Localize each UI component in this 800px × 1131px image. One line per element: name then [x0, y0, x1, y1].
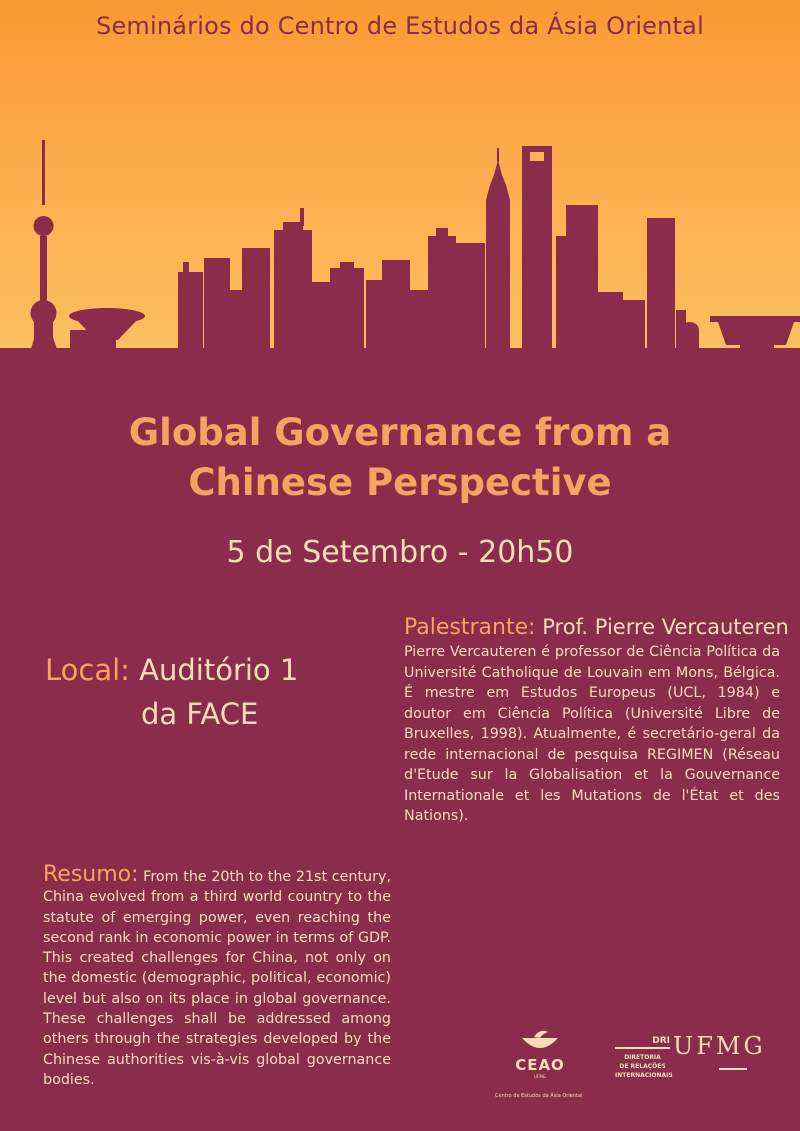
speaker-label: Palestrante: — [404, 615, 536, 640]
speaker-bio: Pierre Vercauteren é professor de Ciência Política da Université Catholique de Louvain em Mons, Bélgica. É mestre em Estudos Europeus (UCL, 1984) e doutor em Ciência Política (Université Libre de Bruxelles, 1998). Atualmente, é secretário-geral da rede internacional de pesquisa REGIMEN (Réseau d'Etude sur la Globalisation et la Gouvernance Internationale et les Mutations de l'État et des Nations). — [404, 644, 780, 824]
dri-full-name — [615, 1053, 673, 1080]
dri-line1: DIRETORIA — [624, 1054, 661, 1061]
abstract-label: Resumo: — [43, 862, 139, 887]
dri-line3: INTERNACIONAIS — [615, 1072, 673, 1079]
ufmg-underline — [719, 1068, 747, 1070]
city-skyline-illustration — [0, 0, 800, 360]
logo-row — [495, 1028, 785, 1123]
ufmg-wordmark: UFMG — [673, 1032, 766, 1060]
abstract-block — [43, 862, 391, 1090]
dri-logo — [615, 1036, 673, 1080]
event-title-line1: Global Governance from a — [128, 411, 672, 454]
ceao-mark: CEAO — [515, 1056, 565, 1074]
ceao-sub: UFMG — [534, 1074, 546, 1079]
seminar-series-title: Seminários do Centro de Estudos da Ásia Oriental — [96, 12, 704, 40]
ufmg-logo — [673, 1032, 766, 1060]
venue-line2: da FACE — [141, 697, 259, 731]
venue-block — [45, 648, 298, 736]
event-date: 5 de Setembro - 20h50 — [226, 535, 574, 570]
speaker-heading — [404, 615, 789, 640]
venue-label: Local: — [45, 653, 130, 687]
event-title-line2: Chinese Perspective — [188, 461, 612, 504]
ceao-caption: Centro de Estudos da Ásia Oriental — [495, 1093, 583, 1099]
venue-line1: Auditório 1 — [139, 653, 299, 687]
speaker-block — [404, 615, 789, 827]
abstract-text: From the 20th to the 21st century, China evolved from a third world country to the statute of emerging power, even reaching the second rank in economic power in terms of GDP. This created challenges for China, not only on the domestic (demographic, political, economic) level but also on its place in global governance. These challenges shall be addressed among others through the strategies developed by the Chinese authorities vis-à-vis global governance bodies. — [43, 869, 391, 1088]
dri-line2: DE RELAÇÕES — [619, 1063, 666, 1070]
dri-abbr: DRI — [615, 1036, 670, 1049]
speaker-name: Prof. Pierre Vercauteren — [542, 615, 789, 639]
event-title — [0, 408, 800, 508]
ceao-logo — [495, 1028, 583, 1099]
bowl-icon — [518, 1028, 562, 1054]
